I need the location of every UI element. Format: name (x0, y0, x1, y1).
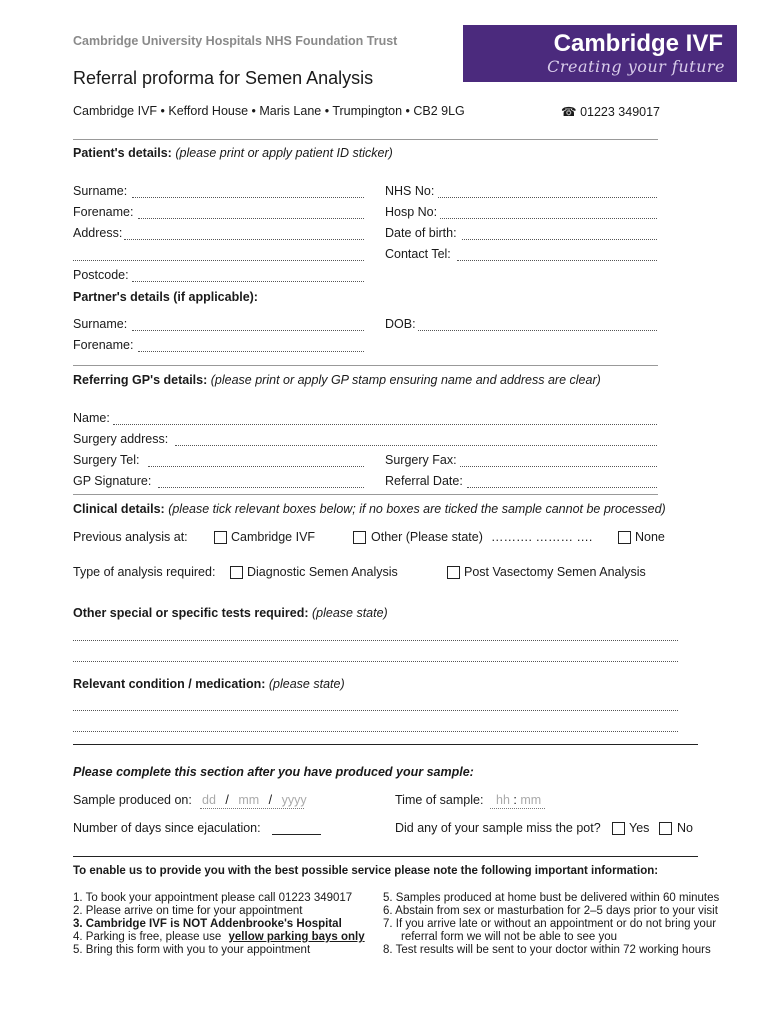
sample-date-field[interactable] (200, 793, 307, 809)
partner-forename-field[interactable] (138, 351, 364, 352)
time-colon: : (513, 793, 517, 807)
divider (73, 139, 658, 140)
address-field-2[interactable] (73, 260, 364, 261)
sample-time-field[interactable] (490, 793, 545, 809)
logo-title: Cambridge IVF (553, 30, 723, 57)
address-label: Address: (73, 226, 123, 240)
none-checkbox[interactable] (618, 531, 631, 544)
info-item-right-2: 6. Abstain from sex or masturbation for 2–5 days prior to your visit (383, 905, 718, 917)
page-title: Referral proforma for Semen Analysis (73, 68, 374, 88)
forename-field[interactable] (138, 218, 364, 219)
clinical-heading-note: (please tick relevant boxes below; if no boxes are ticked the sample cannot be processed) (168, 502, 666, 516)
miss-yes-label: Yes (629, 821, 650, 835)
gp-heading-note: (please print or apply GP stamp ensuring name and address are clear) (210, 373, 601, 387)
phone-number: 01223 349017 (580, 105, 661, 119)
other-checkbox[interactable] (353, 531, 366, 544)
partner-dob-field[interactable] (418, 330, 657, 331)
clinical-heading-label: Clinical details: (73, 502, 165, 516)
none-option: None (635, 530, 665, 544)
forename-label: Forename: (73, 205, 134, 219)
logo-tagline: Creating your future (547, 57, 725, 76)
time-hh: hh (496, 793, 510, 807)
date-yyyy: yyyy (281, 793, 307, 807)
diagnostic-checkbox[interactable] (230, 566, 243, 579)
vasectomy-option: Post Vasectomy Semen Analysis (464, 565, 646, 579)
surgery-address-field[interactable] (175, 445, 657, 446)
date-slash: / (268, 793, 273, 807)
info-list-left (73, 892, 365, 957)
gp-heading (73, 373, 601, 387)
contact-tel-label: Contact Tel: (385, 247, 451, 261)
date-slash: / (225, 793, 229, 807)
referral-date-label: Referral Date: (385, 474, 463, 488)
info-item-5: 5. Bring this form with you to your appointment (73, 944, 311, 956)
phone-icon: ☎ (561, 105, 577, 119)
cambridge-ivf-checkbox[interactable] (214, 531, 227, 544)
partner-surname-field[interactable] (132, 330, 364, 331)
postcode-field[interactable] (132, 281, 364, 282)
diagnostic-option: Diagnostic Semen Analysis (247, 565, 398, 579)
gp-signature-label: GP Signature: (73, 474, 152, 488)
info-item-3: 3. Cambridge IVF is NOT Addenbrooke's Hospital (73, 918, 342, 930)
condition-field-2[interactable] (73, 731, 678, 732)
gp-name-field[interactable] (113, 424, 657, 425)
contact-tel-field[interactable] (457, 260, 657, 261)
divider (73, 494, 658, 495)
days-since-field[interactable] (272, 834, 321, 835)
other-tests-field-1[interactable] (73, 640, 678, 641)
info-item-right-1: 5. Samples produced at home bust be delivered within 60 minutes (383, 892, 720, 904)
divider (73, 365, 658, 366)
divider (73, 744, 698, 745)
miss-pot-label: Did any of your sample miss the pot? (395, 821, 601, 835)
surgery-address-label: Surgery address: (73, 432, 169, 446)
date-mm: mm (238, 793, 260, 807)
sample-time-label: Time of sample: (395, 793, 484, 807)
patient-heading-note: (please print or apply patient ID sticker) (175, 146, 393, 160)
condition-field-1[interactable] (73, 710, 678, 711)
time-mm: mm (520, 793, 542, 807)
condition-heading (73, 677, 345, 691)
miss-no-checkbox[interactable] (659, 822, 672, 835)
partner-forename-label: Forename: (73, 338, 134, 352)
cambridge-ivf-logo (463, 25, 737, 82)
patient-heading-label: Patient's details: (73, 146, 172, 160)
hosp-no-field[interactable] (440, 218, 657, 219)
surgery-fax-field[interactable] (460, 466, 657, 467)
postcode-label: Postcode: (73, 268, 129, 282)
partner-dob-label: DOB: (385, 317, 416, 331)
other-tests-field-2[interactable] (73, 661, 678, 662)
sample-produced-label: Sample produced on: (73, 793, 192, 807)
days-since-label: Number of days since ejaculation: (73, 821, 261, 835)
miss-no-label: No (677, 821, 693, 835)
partner-heading: Partner's details (if applicable): (73, 290, 258, 304)
surgery-tel-field[interactable] (148, 466, 364, 467)
trust-name: Cambridge University Hospitals NHS Foundation Trust (73, 34, 398, 48)
date-dd: dd (202, 793, 216, 807)
partner-surname-label: Surname: (73, 317, 128, 331)
previous-analysis-label: Previous analysis at: (73, 530, 188, 544)
referral-date-field[interactable] (467, 487, 657, 488)
surname-label: Surname: (73, 184, 128, 198)
gp-heading-label: Referring GP's details: (73, 373, 208, 387)
surgery-fax-label: Surgery Fax: (385, 453, 457, 467)
vasectomy-checkbox[interactable] (447, 566, 460, 579)
other-dots: ………. ……… …. (491, 530, 593, 544)
gp-name-label: Name: (73, 411, 110, 425)
info-item-right-3b: referral form we will not be able to see you (401, 931, 618, 943)
condition-note: (please state) (268, 677, 345, 691)
info-item-1: 1. To book your appointment please call 01223 349017 (73, 892, 353, 904)
parking-emphasis: yellow parking bays only (228, 931, 365, 943)
info-item-4 (73, 931, 365, 944)
gp-signature-field[interactable] (158, 487, 364, 488)
address-field-1[interactable] (124, 239, 364, 240)
hosp-no-label: Hosp No: (385, 205, 438, 219)
nhs-no-field[interactable] (438, 197, 657, 198)
condition-label: Relevant condition / medication: (73, 677, 266, 691)
other-option: Other (Please state) (371, 530, 483, 544)
other-tests-label: Other special or specific tests required: (73, 606, 309, 620)
surgery-tel-label: Surgery Tel: (73, 453, 140, 467)
divider (73, 856, 698, 857)
other-tests-note: (please state) (311, 606, 388, 620)
sample-heading: Please complete this section after you have produced your sample: (73, 765, 474, 779)
surname-field[interactable] (132, 197, 364, 198)
info-item-4-text: 4. Parking is free, please use (73, 931, 222, 943)
analysis-type-label: Type of analysis required: (73, 565, 216, 579)
clinic-phone (561, 104, 660, 119)
other-tests-heading (73, 606, 388, 620)
miss-yes-checkbox[interactable] (612, 822, 625, 835)
nhs-no-label: NHS No: (385, 184, 435, 198)
info-list-right (383, 892, 719, 957)
dob-label: Date of birth: (385, 226, 457, 240)
info-item-right-3: 7. If you arrive late or without an appointment or do not bring your (383, 918, 717, 930)
info-heading: To enable us to provide you with the best possible service please note the following important information: (73, 865, 659, 877)
patient-heading (73, 146, 393, 160)
cambridge-ivf-option: Cambridge IVF (231, 530, 316, 544)
info-item-2: 2. Please arrive on time for your appointment (73, 905, 303, 917)
dob-field[interactable] (462, 239, 657, 240)
clinic-address: Cambridge IVF • Kefford House • Maris Lane • Trumpington • CB2 9LG (73, 104, 465, 118)
clinical-heading (73, 502, 666, 516)
info-item-right-4: 8. Test results will be sent to your doctor within 72 working hours (383, 944, 711, 956)
